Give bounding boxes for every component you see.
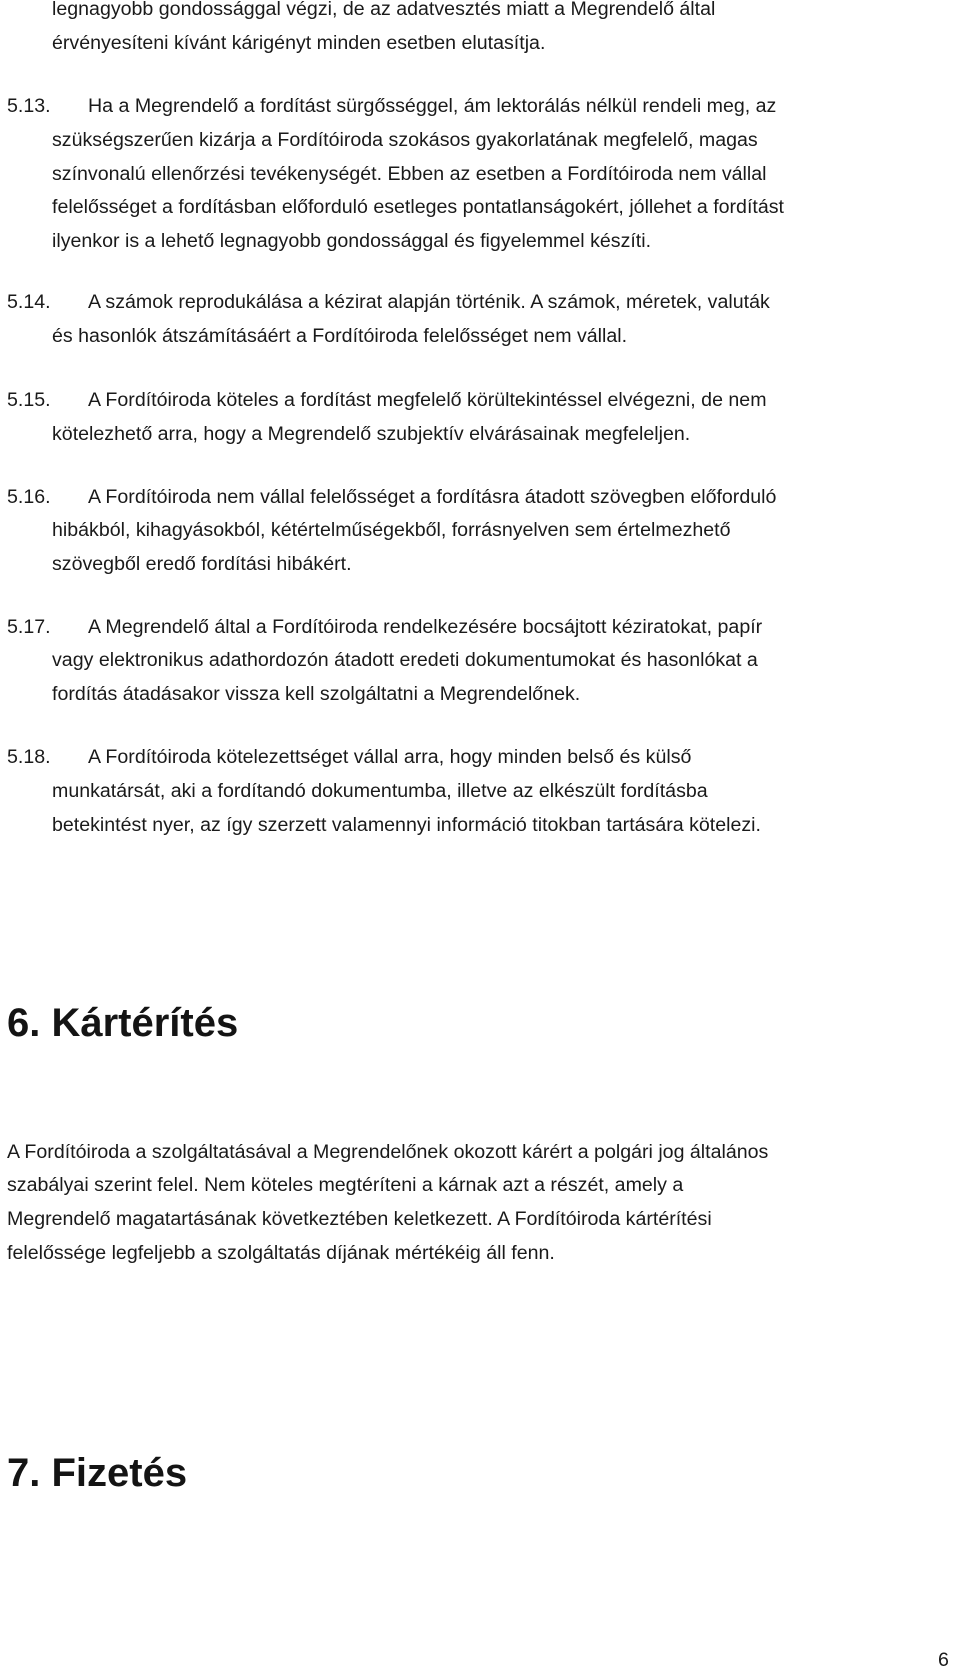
clause-line: Ha a Megrendelő a fordítást sürgősséggel, ám lektorálás nélkül rendeli meg, az [88, 95, 777, 117]
section-heading-payment: 7. Fizetés [7, 1451, 188, 1495]
section-heading-damages: 6. Kártérítés [7, 1001, 239, 1045]
clause-line: szükségszerűen kizárja a Fordítóiroda szokásos gyakorlatának megfelelő, magas [52, 129, 758, 151]
section-paragraph-line: felelőssége legfeljebb a szolgáltatás díjának mértékéig áll fenn. [7, 1242, 555, 1264]
section-paragraph-line: szabályai szerint felel. Nem köteles megtéríteni a kárnak azt a részét, amely a [7, 1174, 684, 1196]
clause-line: fordítás átadásakor vissza kell szolgáltatni a Megrendelőnek. [52, 683, 581, 705]
continuation-line: legnagyobb gondossággal végzi, de az adatvesztés miatt a Megrendelő által [52, 0, 716, 20]
clause-line: vagy elektronikus adathordozón átadott eredeti dokumentumokat és hasonlókat a [52, 649, 758, 671]
clause-line: ilyenkor is a lehető legnagyobb gondossággal és figyelemmel készíti. [52, 230, 652, 252]
clause-line: A Fordítóiroda kötelezettséget vállal arra, hogy minden belső és külső [88, 746, 692, 768]
clause-line: hibákból, kihagyásokból, kétértelműségekből, forrásnyelven sem értelmezhető [52, 519, 731, 541]
section-paragraph-line: A Fordítóiroda a szolgáltatásával a Megrendelőnek okozott kárért a polgári jog általános [7, 1141, 769, 1163]
section-paragraph-line: Megrendelő magatartásának következtében keletkezett. A Fordítóiroda kártérítési [7, 1208, 712, 1230]
clause-line: A Megrendelő által a Fordítóiroda rendelkezésére bocsájtott kéziratokat, papír [88, 616, 763, 638]
clause-line: A Fordítóiroda köteles a fordítást megfelelő körültekintéssel elvégezni, de nem [88, 389, 767, 411]
clause-number: 5.16. [7, 486, 51, 508]
clause-line: felelősséget a fordításban előforduló esetleges pontatlanságokért, jóllehet a fordítást [52, 196, 784, 218]
clause-line: munkatársát, aki a fordítandó dokumentumba, illetve az elkészült fordításba [52, 780, 708, 802]
clause-line: A Fordítóiroda nem vállal felelősséget a fordításra átadott szövegben előforduló [88, 486, 777, 508]
clause-number: 5.17. [7, 616, 51, 638]
clause-line: kötelezhető arra, hogy a Megrendelő szubjektív elvárásainak megfeleljen. [52, 423, 691, 445]
clause-line: szövegből eredő fordítási hibákért. [52, 553, 352, 575]
page-number: 6 [938, 1649, 949, 1671]
clause-number: 5.15. [7, 389, 51, 411]
clause-number: 5.14. [7, 291, 51, 313]
clause-line: színvonalú ellenőrzési tevékenységét. Ebben az esetben a Fordítóiroda nem vállal [52, 163, 767, 185]
clause-line: és hasonlók átszámításáért a Fordítóiroda felelősséget nem vállal. [52, 325, 628, 347]
clause-line: betekintést nyer, az így szerzett valamennyi információ titokban tartására kötelezi. [52, 814, 761, 836]
clause-line: A számok reprodukálása a kézirat alapján történik. A számok, méretek, valuták [88, 291, 770, 313]
clause-number: 5.18. [7, 746, 51, 768]
continuation-line: érvényesíteni kívánt kárigényt minden esetben elutasítja. [52, 32, 546, 54]
clause-number: 5.13. [7, 95, 51, 117]
